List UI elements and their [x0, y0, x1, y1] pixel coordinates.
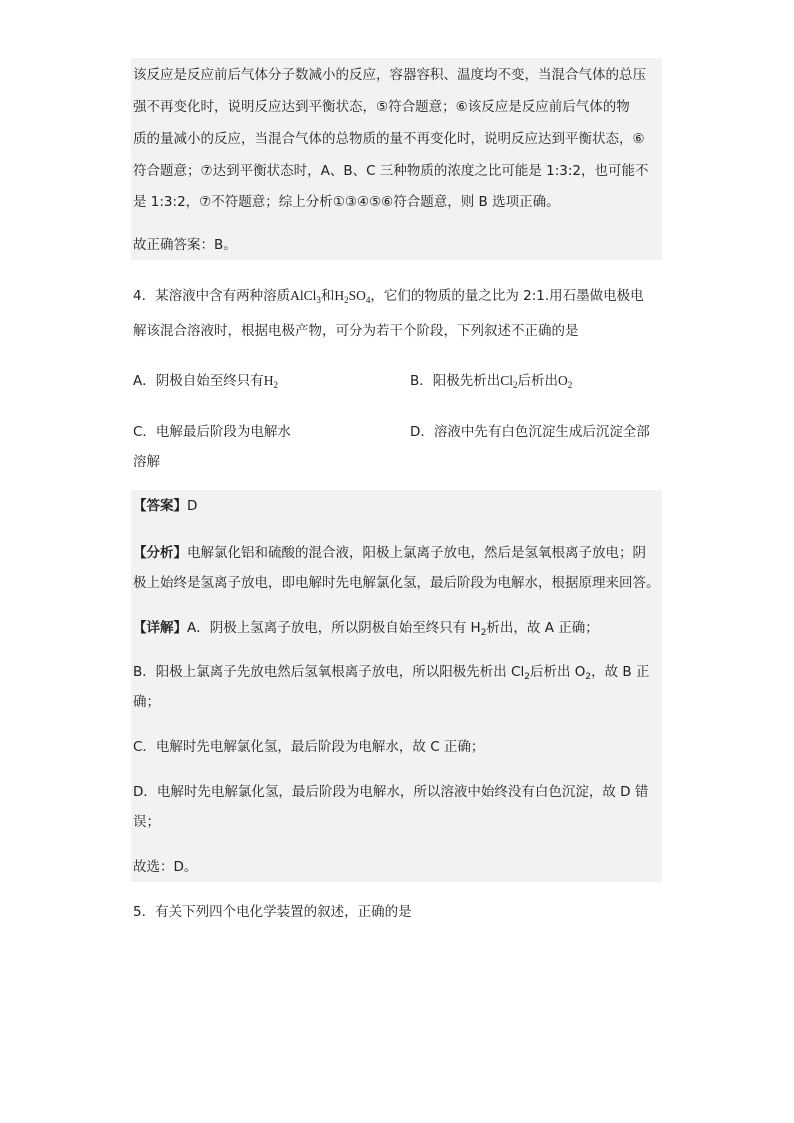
detail-row-b: B．阳极上氯离子先放电然后氢氧根离子放电，所以阳极先析出 $Cl_2$后析出 $O_2$，故 B 正 — [133, 664, 650, 682]
answer-row — [133, 497, 197, 515]
formula-cl2: $Cl_2$ — [500, 373, 518, 390]
answer-line: 故正确答案：B。 — [133, 237, 237, 253]
detail-row-b-2: 确； — [133, 694, 160, 710]
detail-row-d-2: 误； — [133, 814, 160, 830]
analysis-row-2: 极上始终是氢离子放电，即电解时先电解氯化氢，最后阶段为电解水，根据原理来回答。 — [133, 575, 660, 591]
option-a: A．阴极自始至终只有$H_2$ — [133, 373, 278, 390]
formula-o2: $O_2$ — [558, 373, 573, 390]
final-choice: 故选：D。 — [133, 859, 198, 875]
text-line: 质的量减小的反应，当混合气体的总物质的量不再变化时，说明反应达到平衡状态，⑥ — [133, 131, 645, 147]
question-5-stem: 5．有关下列四个电化学装置的叙述，正确的是 — [133, 904, 412, 920]
formula-alcl3: AlCl$_3$ — [290, 288, 321, 305]
solution-highlight-top — [131, 58, 662, 260]
detail-row-d: D．电解时先电解氯化氢，最后阶段为电解水，所以溶液中始终没有白色沉淀，故 D 错 — [133, 784, 649, 800]
detail-row-a: 【详解】A．阴极上氢离子放电，所以阴极自始至终只有 $H_2$析出，故 A 正确； — [133, 620, 599, 638]
question-4-stem — [133, 287, 644, 305]
text-line: 该反应是反应前后气体分子数减小的反应，容器容积、温度均不变，当混合气体的总压 — [133, 67, 646, 83]
stem-text: ，它们的物质的量之比为 2:1.用石墨做电极电 — [370, 288, 644, 304]
text-line: 强不再变化时，说明反应达到平衡状态，⑤符合题意；⑥该反应是反应前后气体的物 — [133, 99, 630, 115]
question-4-stem-line2: 解该混合溶液时，根据电极产物，可分为若干个阶段，下列叙述不正确的是 — [133, 323, 579, 339]
answer-label: 【答案】 — [133, 498, 187, 514]
option-d: D．溶液中先有白色沉淀生成后沉淀全部 — [410, 424, 650, 440]
formula-h2: $H_2$ — [263, 373, 278, 390]
detail-label: 【详解】 — [133, 620, 187, 636]
text-line: 符合题意；⑦达到平衡状态时，A、B、C 三种物质的浓度之比可能是 1:3:2，也可能不 — [133, 163, 649, 179]
answer-value: D — [187, 498, 198, 514]
text-line: 是 1:3:2，⑦不符题意；综上分析①③④⑤⑥符合题意，则 B 选项正确。 — [133, 194, 560, 210]
option-c: C．电解最后阶段为电解水 — [133, 424, 291, 440]
option-b: B．阳极先析出$Cl_2$后析出$O_2$ — [410, 373, 573, 390]
formula-h2so4: $H_2SO_4$ — [334, 288, 371, 305]
option-d-continued: 溶解 — [133, 454, 160, 470]
stem-text: 和 — [320, 288, 335, 304]
analysis-label: 【分析】 — [133, 545, 187, 561]
analysis-row: 【分析】电解氯化铝和硫酸的混合液，阳极上氯离子放电，然后是氢氧根离子放电；阴 — [133, 545, 646, 561]
stem-text: 4．某溶液中含有两种溶质 — [133, 288, 291, 304]
detail-row-c: C．电解时先电解氯化氢，最后阶段为电解水，故 C 正确； — [133, 739, 485, 755]
